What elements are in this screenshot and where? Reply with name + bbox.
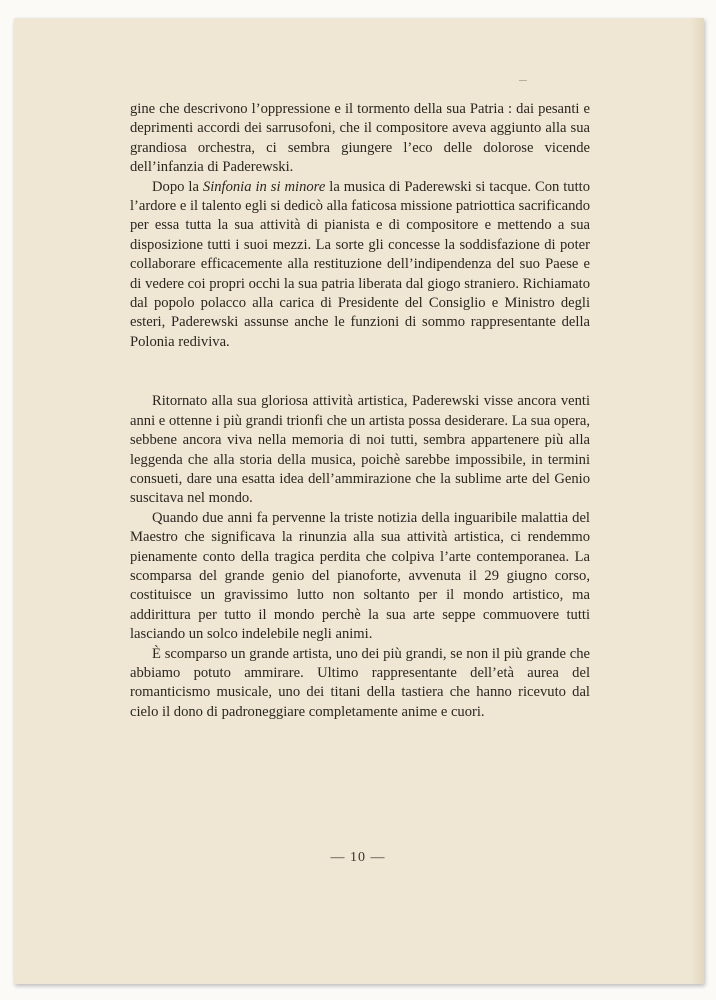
page-number: — 10 — [330, 850, 386, 865]
page-edge-shadow [690, 18, 704, 984]
paragraph-scomparso: È scomparso un grande artista, uno dei più grandi, se non il più grande che abbiamo potuto ammirare. Ultimo rappresentante dell’età aurea del romanticismo musicale, uno dei titani della tastiera che hanno ricevuto dal cielo il dono di padroneggiare completamente anime e cuori. [130, 645, 590, 720]
paragraph-quando: Quando due anni fa pervenne la triste notizia della inguaribile malattia del Maestro che significava la rinunzia alla sua attività artistica, ci rendemmo pienamente conto della tragica perdita che colpiva l’arte contemporanea. La scomparsa del grande genio del pianoforte, avvenuta il 29 giugno corso, costituisce un gravissimo lutto non soltanto per il mondo artistico, ma addirittura per tutto il mondo perchè la sua arte seppe commuovere tutti lasciando un solco indelebile negli animi. [130, 509, 590, 643]
paragraph-text: la musica di Paderewski si tacque. Con tutto l’ardore e il talento egli si dedicò alla faticosa missione patriottica sacrificando per essa tutta la sua attività di pianista e di compositore e mettendo a sua disposizione tutti i suoi mezzi. La sorte gli concesse la soddisfazione di poter collaborare efficacemente alla restituzione dell’indipendenza del suo Paese e di vedere coi propri occhi la sua patria liberata dal giogo straniero. Richiamato dal popolo polacco alla carica di Presidente del Consiglio e Ministro degli esteri, Paderewski assunse anche le funzioni di sommo rappresentante della Polonia rediviva. [130, 178, 591, 350]
paragraph-sinfonia [130, 178, 590, 353]
section-break [130, 352, 590, 392]
paragraph-text: Dopo la [152, 178, 203, 195]
paragraph-ritornato: Ritornato alla sua gloriosa attività artistica, Paderewski visse ancora venti anni e ottenne i più grandi trionfi che un artista possa desiderare. La sua opera, sebbene ancora viva nella memoria di noi tutti, sembra appartenere più alla leggenda che alla storia della musica, poichè sarebbe impossibile, in termini consueti, dare una esatta idea dell’ammirazione che la sublime arte del Genio suscitava nel mondo. [130, 393, 590, 507]
paragraph-text: gine che descrivono l’oppressione e il tormento della sua Patria : dai pesanti e deprimenti accordi dei sarrusofoni, che il compositore aveva aggiunto alla sua grandiosa orchestra, ci sembra giungere l’eco delle dolorose vicende dell’infanzia di Paderewski. [130, 101, 590, 176]
work-title: Sinfonia in si minore [202, 178, 326, 195]
paper-speck [519, 80, 527, 81]
paragraph-continuation [130, 100, 590, 178]
body-text [130, 100, 590, 722]
